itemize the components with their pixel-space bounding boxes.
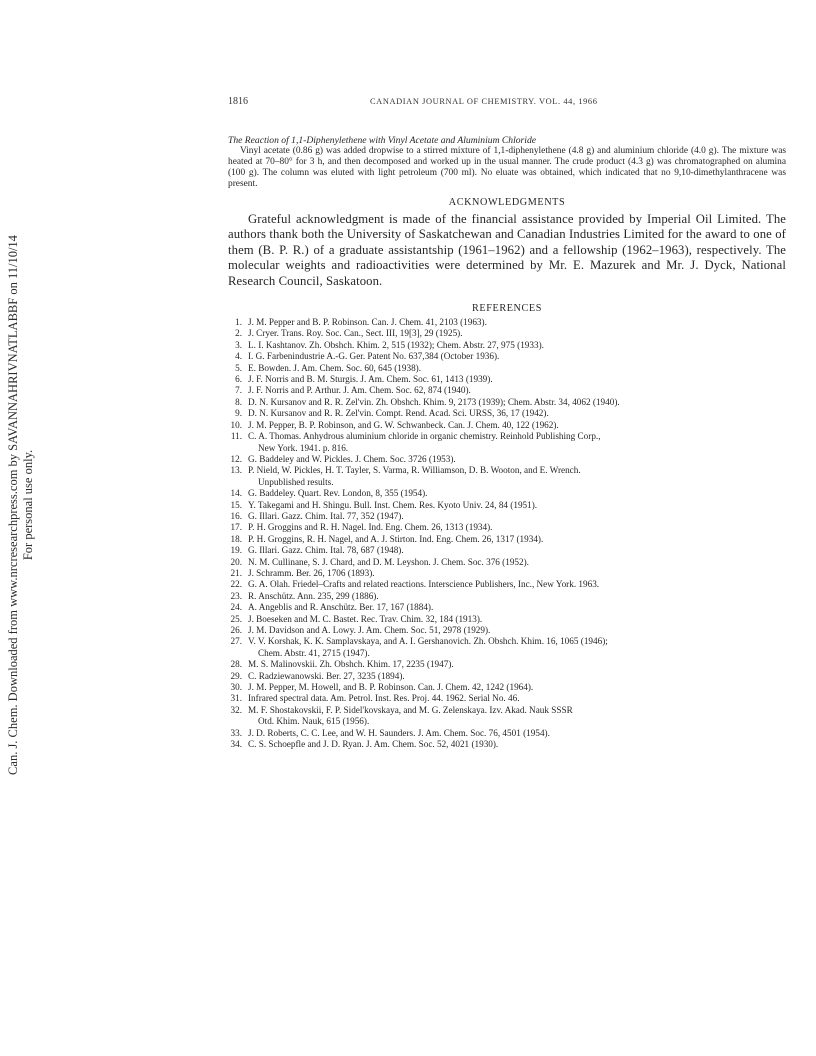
reference-text: P. Nield, W. Pickles, H. T. Tayler, S. Varma, R. Williamson, D. B. Wooton, and E. Wrench. xyxy=(248,465,581,476)
reference-number: 22. xyxy=(230,579,242,590)
reference-number: 24. xyxy=(230,602,242,613)
reference-number: 19. xyxy=(230,545,242,556)
reference-number: 18. xyxy=(230,533,242,544)
reference-number: 12. xyxy=(230,453,242,464)
reference-number: 23. xyxy=(230,590,242,601)
reference-number: 33. xyxy=(230,727,242,738)
reference-text: J. Schramm. Ber. 26, 1706 (1893). xyxy=(248,567,375,578)
reference-number: 28. xyxy=(230,659,242,670)
acknowledgments-heading: ACKNOWLEDGMENTS xyxy=(448,197,566,208)
running-header xyxy=(228,96,786,112)
reference-number: 17. xyxy=(230,522,242,533)
reference-number: 31. xyxy=(230,693,242,704)
reference-item xyxy=(228,431,786,454)
reference-item xyxy=(228,591,786,602)
reference-text: J. F. Norris and B. M. Sturgis. J. Am. Chem. Soc. 61, 1413 (1939). xyxy=(248,374,493,385)
reference-number: 14. xyxy=(230,488,242,499)
reference-text: J. F. Norris and P. Arthur. J. Am. Chem. Soc. 62, 874 (1940). xyxy=(248,385,471,396)
reference-text: M. S. Malinovskii. Zh. Obshch. Khim. 17, 2235 (1947). xyxy=(248,659,454,670)
reference-text: E. Bowden. J. Am. Chem. Soc. 60, 645 (1938). xyxy=(248,362,422,373)
reference-item xyxy=(228,363,786,374)
reference-number: 4. xyxy=(235,351,242,362)
references-list xyxy=(228,317,786,750)
reference-number: 25. xyxy=(230,613,242,624)
reference-number: 8. xyxy=(235,396,242,407)
reference-item xyxy=(228,693,786,704)
reference-item xyxy=(228,488,786,499)
reference-number: 2. xyxy=(235,328,242,339)
references-heading: REFERENCES xyxy=(472,303,542,315)
reference-item xyxy=(228,568,786,579)
reference-item xyxy=(228,659,786,670)
reference-number: 15. xyxy=(230,499,242,510)
experimental-paragraph: Vinyl acetate (0.86 g) was added dropwise to a stirred mixture of 1,1-diphenylethene (4.8 g) and aluminium chloride (4.0 g). The mixture was heated at 70–80° for 3 h, and then decomposed and worked up in the usual manner. The crude product (4.3 g) was chromatographed on alumina (100 g). The column was eluted with light petroleum (700 ml). No eluate was obtained, which indicated that no 9,10-dimethylanthracene was present. xyxy=(228,146,786,189)
reference-item xyxy=(228,420,786,431)
reference-text: Infrared spectral data. Am. Petrol. Inst. Res. Proj. 44. 1962. Serial No. 46. xyxy=(248,693,520,704)
reference-continuation: Unpublished results. xyxy=(258,476,334,487)
reference-item xyxy=(228,408,786,419)
reference-number: 30. xyxy=(230,682,242,693)
reference-item xyxy=(228,636,786,659)
reference-text: G. Illari. Gazz. Chim. Ital. 77, 352 (1947). xyxy=(248,510,404,521)
journal-title: CANADIAN JOURNAL OF CHEMISTRY. VOL. 44, 1966 xyxy=(370,97,598,106)
reference-continuation: New York. 1941. p. 816. xyxy=(258,442,349,453)
reference-number: 3. xyxy=(235,339,242,350)
reference-number: 6. xyxy=(235,374,242,385)
reference-number: 20. xyxy=(230,556,242,567)
reference-text: D. N. Kursanov and R. R. Zel'vin. Zh. Obshch. Khim. 9, 2173 (1939); Chem. Abstr. 34, 4062 (1940). xyxy=(248,396,620,407)
reference-item xyxy=(228,579,786,590)
reference-text: C. S. Schoepfle and J. D. Ryan. J. Am. Chem. Soc. 52, 4021 (1930). xyxy=(248,739,499,750)
experimental-title: The Reaction of 1,1-Diphenylethene with Vinyl Acetate and Aluminium Chloride xyxy=(228,135,537,146)
reference-item xyxy=(228,682,786,693)
reference-item xyxy=(228,328,786,339)
reference-number: 26. xyxy=(230,625,242,635)
reference-text: L. I. Kashtanov. Zh. Obshch. Khim. 2, 515 (1932); Chem. Abstr. 27, 975 (1933). xyxy=(248,339,544,350)
reference-text: D. N. Kursanov and R. R. Zel'vin. Compt. Rend. Acad. Sci. URSS, 36, 17 (1942). xyxy=(248,408,549,419)
reference-item xyxy=(228,545,786,556)
reference-text: J. M. Pepper, B. P. Robinson, and G. W. Schwanbeck. Can. J. Chem. 40, 122 (1962). xyxy=(248,419,559,430)
reference-text: G. Baddeley and W. Pickles. J. Chem. Soc. 3726 (1953). xyxy=(248,453,456,464)
reference-number: 16. xyxy=(230,510,242,521)
reference-text: J. M. Pepper and B. P. Robinson. Can. J. Chem. 41, 2103 (1963). xyxy=(248,317,487,328)
reference-number: 13. xyxy=(230,465,242,476)
reference-number: 5. xyxy=(235,362,242,373)
reference-item xyxy=(228,614,786,625)
download-watermark xyxy=(2,180,40,830)
reference-item xyxy=(228,602,786,613)
reference-text: J. Boeseken and M. C. Bastet. Rec. Trav. Chim. 32, 184 (1913). xyxy=(248,613,483,624)
reference-item xyxy=(228,465,786,488)
reference-item xyxy=(228,351,786,362)
acknowledgments-paragraph: Grateful acknowledgment is made of the financial assistance provided by Imperial Oil Limited. The authors thank both the University of Saskatchewan and Canadian Industries Limited for the award to one of them (B. P. R.) of a graduate assistantship (1961–1962) and a fellowship (1962–1963), respectively. The molecular weights and radioactivities were determined by Mr. E. Mazurek and Mr. J. Dyck, National Research Council, Saskatoon. xyxy=(228,212,786,288)
reference-item xyxy=(228,705,786,728)
watermark-line-2: For personal use only. xyxy=(21,449,35,561)
reference-number: 7. xyxy=(235,385,242,396)
reference-text: A. Angeblis and R. Anschütz. Ber. 17, 167 (1884). xyxy=(248,602,434,613)
reference-text: J. M. Davidson and A. Lowy. J. Am. Chem. Soc. 51, 2978 (1929). xyxy=(248,625,491,635)
reference-item xyxy=(228,397,786,408)
reference-text: I. G. Farbenindustrie A.-G. Ger. Patent No. 637,384 (October 1936). xyxy=(248,351,500,362)
reference-text: G. Baddeley. Quart. Rev. London, 8, 355 (1954). xyxy=(248,488,428,499)
reference-text: M. F. Shostakovskii, F. P. Sidel'kovskaya, and M. G. Zelenskaya. Izv. Akad. Nauk SSSR xyxy=(248,704,573,715)
reference-item xyxy=(228,728,786,739)
reference-item xyxy=(228,511,786,522)
reference-item xyxy=(228,625,786,636)
reference-number: 27. xyxy=(230,636,242,647)
reference-text: R. Anschütz. Ann. 235, 299 (1886). xyxy=(248,590,379,601)
reference-item xyxy=(228,374,786,385)
page-number: 1816 xyxy=(228,96,248,107)
reference-text: J. M. Pepper, M. Howell, and B. P. Robinson. Can. J. Chem. 42, 1242 (1964). xyxy=(248,682,534,693)
reference-continuation: Otd. Khim. Nauk, 615 (1956). xyxy=(258,716,370,727)
reference-number: 21. xyxy=(230,567,242,578)
watermark-line-1: Can. J. Chem. Downloaded from www.nrcresearchpress.com by SAVANNAHRIVNATLABBF on 11/10/14 xyxy=(6,235,20,775)
reference-item xyxy=(228,739,786,750)
reference-number: 9. xyxy=(235,408,242,419)
reference-item xyxy=(228,671,786,682)
reference-text: P. H. Groggins and R. H. Nagel. Ind. Eng. Chem. 26, 1313 (1934). xyxy=(248,522,493,533)
page-content xyxy=(228,96,786,750)
reference-number: 29. xyxy=(230,670,242,681)
reference-number: 11. xyxy=(230,431,242,442)
reference-text: Y. Takegami and H. Shingu. Bull. Inst. Chem. Res. Kyoto Univ. 24, 84 (1951). xyxy=(248,499,538,510)
reference-number: 32. xyxy=(230,704,242,715)
reference-number: 1. xyxy=(235,317,242,328)
reference-text: J. Cryer. Trans. Roy. Soc. Can., Sect. III, 19[3], 29 (1925). xyxy=(248,328,463,339)
reference-item xyxy=(228,522,786,533)
reference-item xyxy=(228,385,786,396)
reference-text: V. V. Korshak, K. K. Samplavskaya, and A. I. Gershanovich. Zh. Obshch. Khim. 16, 1065 (1946); xyxy=(248,636,608,647)
reference-item xyxy=(228,557,786,568)
reference-number: 10. xyxy=(230,419,242,430)
reference-item xyxy=(228,454,786,465)
reference-item xyxy=(228,534,786,545)
reference-item xyxy=(228,340,786,351)
reference-text: J. D. Roberts, C. C. Lee, and W. H. Saunders. J. Am. Chem. Soc. 76, 4501 (1954). xyxy=(248,727,550,738)
reference-text: C. A. Thomas. Anhydrous aluminium chloride in organic chemistry. Reinhold Publishing Corp., xyxy=(248,431,601,442)
reference-text: C. Radziewanowski. Ber. 27, 3235 (1894). xyxy=(248,670,405,681)
reference-continuation: Chem. Abstr. 41, 2715 (1947). xyxy=(258,647,370,658)
reference-text: N. M. Cullinane, S. J. Chard, and D. M. Leyshon. J. Chem. Soc. 376 (1952). xyxy=(248,556,529,567)
reference-text: P. H. Groggins, R. H. Nagel, and A. J. Stirton. Ind. Eng. Chem. 26, 1317 (1934). xyxy=(248,533,544,544)
reference-text: G. Illari. Gazz. Chim. Ital. 78, 687 (1948). xyxy=(248,545,404,556)
reference-number: 34. xyxy=(230,739,242,750)
reference-text: G. A. Olah. Friedel–Crafts and related reactions. Interscience Publishers, Inc., New York. 1963. xyxy=(248,579,600,590)
reference-item xyxy=(228,500,786,511)
reference-item xyxy=(228,317,786,328)
watermark-text xyxy=(6,235,36,775)
